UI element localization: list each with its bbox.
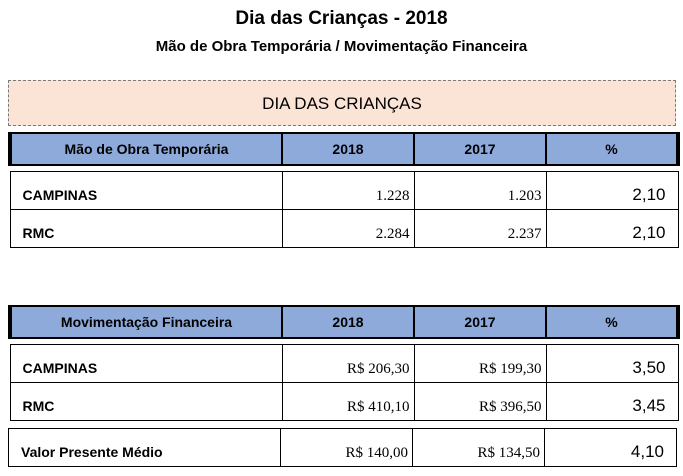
row-label: Valor Presente Médio [9,429,281,467]
value-2018: 1.228 [282,171,414,209]
value-2017: 1.203 [414,171,546,209]
value-2017: 2.237 [414,209,546,247]
table-row [10,209,678,247]
column-header-2017: 2017 [414,133,546,165]
value-2018: R$ 140,00 [281,429,413,467]
row-label: CAMPINAS [10,171,282,209]
value-2018: R$ 410,10 [282,382,414,420]
row-label: CAMPINAS [10,344,282,382]
value-percent: 2,10 [546,209,678,247]
value-2018: 2.284 [282,209,414,247]
table-header-row [10,306,678,338]
finance-table [8,305,680,421]
table-row [10,171,678,209]
row-label: RMC [10,382,282,420]
value-percent: 3,45 [546,382,678,420]
column-header-category: Mão de Obra Temporária [10,133,282,165]
row-label: RMC [10,209,282,247]
table-row [9,429,677,467]
column-header-2018: 2018 [282,306,414,338]
page-title: Dia das Crianças - 2018 [235,8,448,29]
value-2018: R$ 206,30 [282,344,414,382]
table-row [10,344,678,382]
value-2017: R$ 396,50 [414,382,546,420]
banner-label: DIA DAS CRIANÇAS [262,94,422,113]
value-percent: 4,10 [545,429,677,467]
page-subtitle: Mão de Obra Temporária / Movimentação Financeira [155,38,528,55]
value-percent: 3,50 [546,344,678,382]
table-header-row [10,133,678,165]
column-header-2018: 2018 [282,133,414,165]
value-2017: R$ 134,50 [413,429,545,467]
column-header-percent: % [546,306,678,338]
column-header-percent: % [546,133,678,165]
value-percent: 2,10 [546,171,678,209]
column-header-category: Movimentação Financeira [10,306,282,338]
value-2017: R$ 199,30 [414,344,546,382]
table-row [10,382,678,420]
column-header-2017: 2017 [414,306,546,338]
labor-table [8,132,680,248]
average-table [8,428,677,467]
banner [8,80,676,126]
